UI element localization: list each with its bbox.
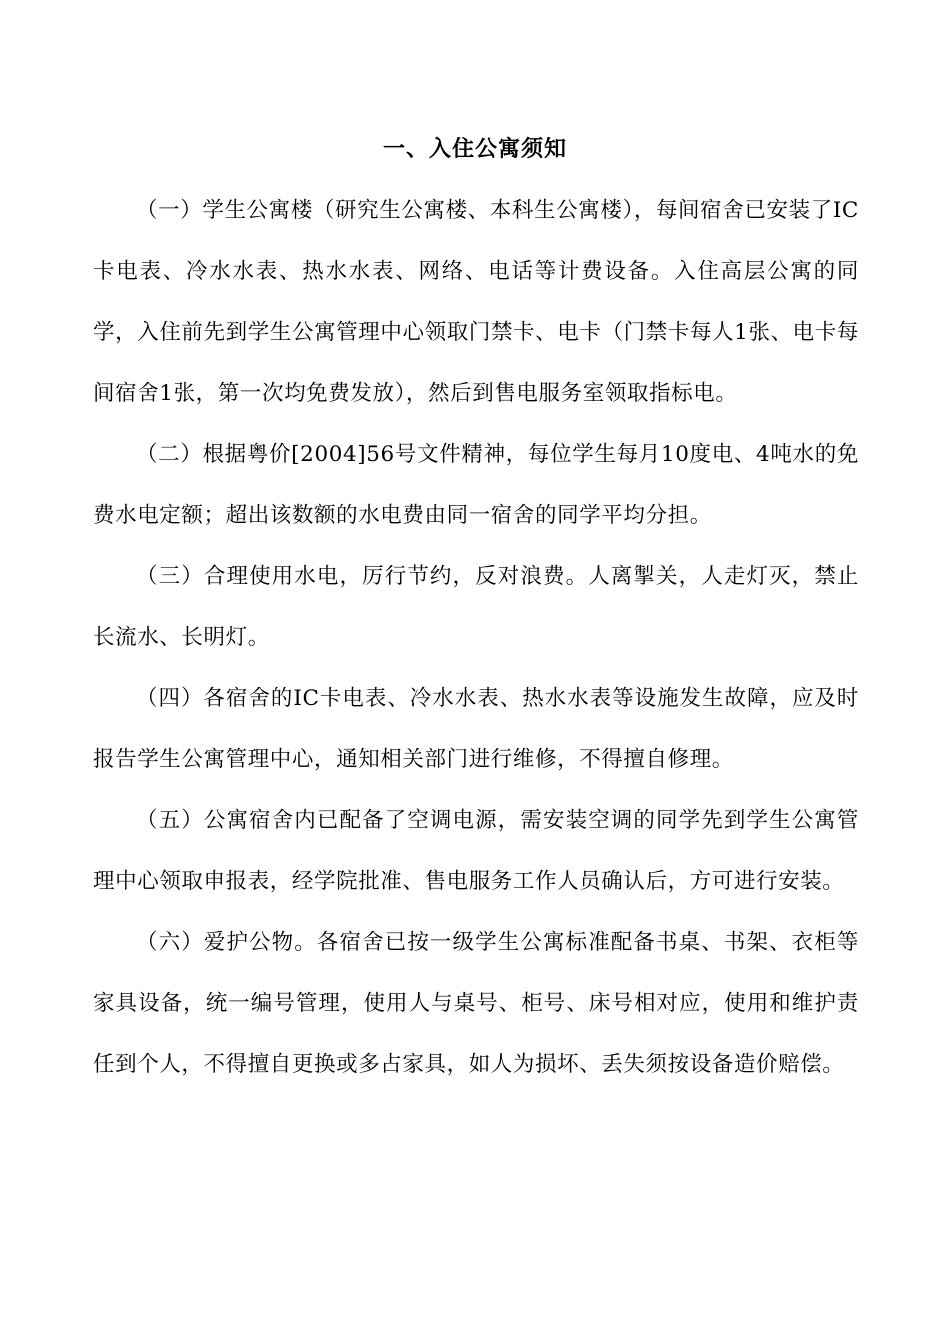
paragraph-4: （四）各宿舍的IC卡电表、冷水水表、热水水表等设施发生故障，应及时报告学生公寓管理中心，通知相关部门进行维修，不得擅自修理。 [93,686,859,772]
paragraph-3: （三）合理使用水电，厉行节约，反对浪费。人离掣关，人走灯灭，禁止长流水、长明灯。 [93,564,859,650]
paragraph-6: （六）爱护公物。各宿舍已按一级学生公寓标准配备书桌、书架、衣柜等家具设备，统一编号管理，使用人与桌号、柜号、床号相对应，使用和维护责任到个人，不得擅自更换或多占家具，如人为损坏、丢失须按设备造价赔偿。 [93,930,859,1077]
paragraph-5: （五）公寓宿舍内已配备了空调电源，需安装空调的同学先到学生公寓管理中心领取申报表，经学院批准、售电服务工作人员确认后，方可进行安装。 [93,808,859,894]
paragraph-1: （一）学生公寓楼（研究生公寓楼、本科生公寓楼），每间宿舍已安装了IC卡电表、冷水水表、热水水表、网络、电话等计费设备。入住高层公寓的同学，入住前先到学生公寓管理中心领取门禁卡、电卡（门禁卡每人1张、电卡每间宿舍1张，第一次均免费发放），然后到售电服务室领取指标电。 [93,198,859,406]
paragraph-2: （二）根据粤价[2004]56号文件精神，每位学生每月10度电、4吨水的免费水电定额；超出该数额的水电费由同一宿舍的同学平均分担。 [93,442,859,528]
document-body [93,180,859,1095]
page-title: 一、入住公寓须知 [382,137,567,162]
